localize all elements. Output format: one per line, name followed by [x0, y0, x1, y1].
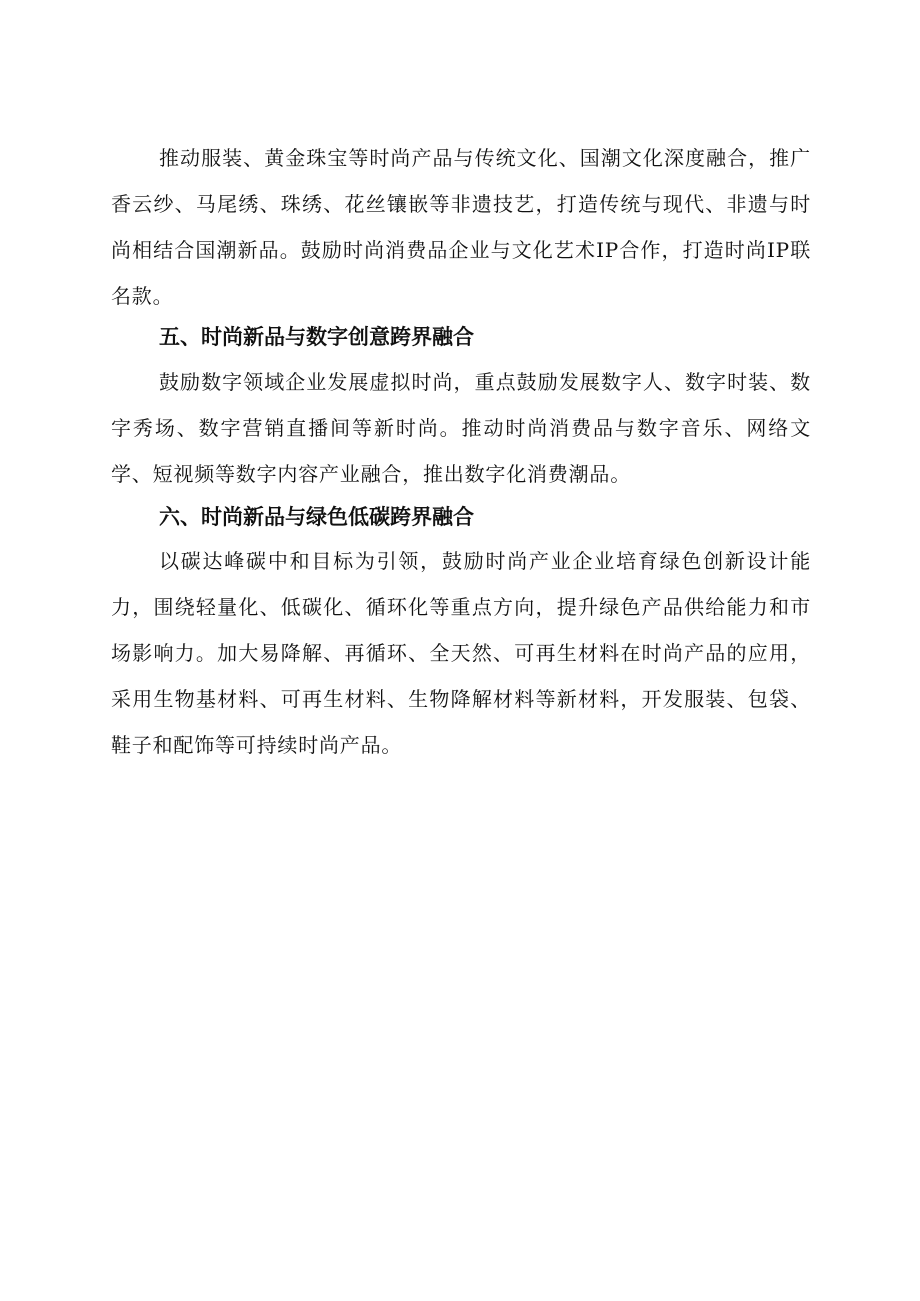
paragraph-green-low-carbon: 以碳达峰碳中和目标为引领，鼓励时尚产业企业培育绿色创新设计能力，围绕轻量化、低碳化、循环化等重点方向，提升绿色产品供给能力和市场影响力。加大易降解、再循环、全天然、可再生材料在时尚产品的应用，采用生物基材料、可再生材料、生物降解材料等新材料，开发服装、包袋、鞋子和配饰等可持续时尚产品。 — [111, 549, 811, 757]
paragraph-digital-creative: 鼓励数字领域企业发展虚拟时尚，重点鼓励发展数字人、数字时装、数字秀场、数字营销直播间等新时尚。推动时尚消费品与数字音乐、网络文学、短视频等数字内容产业融合，推出数字化消费潮品。 — [111, 370, 811, 486]
heading-section-6: 六、时尚新品与绿色低碳跨界融合 — [159, 505, 474, 529]
heading-section-5: 五、时尚新品与数字创意跨界融合 — [159, 325, 474, 349]
paragraph-guochao-fusion: 推动服装、黄金珠宝等时尚产品与传统文化、国潮文化深度融合，推广香云纱、马尾绣、珠绣、花丝镶嵌等非遗技艺，打造传统与现代、非遗与时尚相结合国潮新品。鼓励时尚消费品企业与文化艺术IP合作，打造时尚IP联名款。 — [111, 146, 811, 308]
